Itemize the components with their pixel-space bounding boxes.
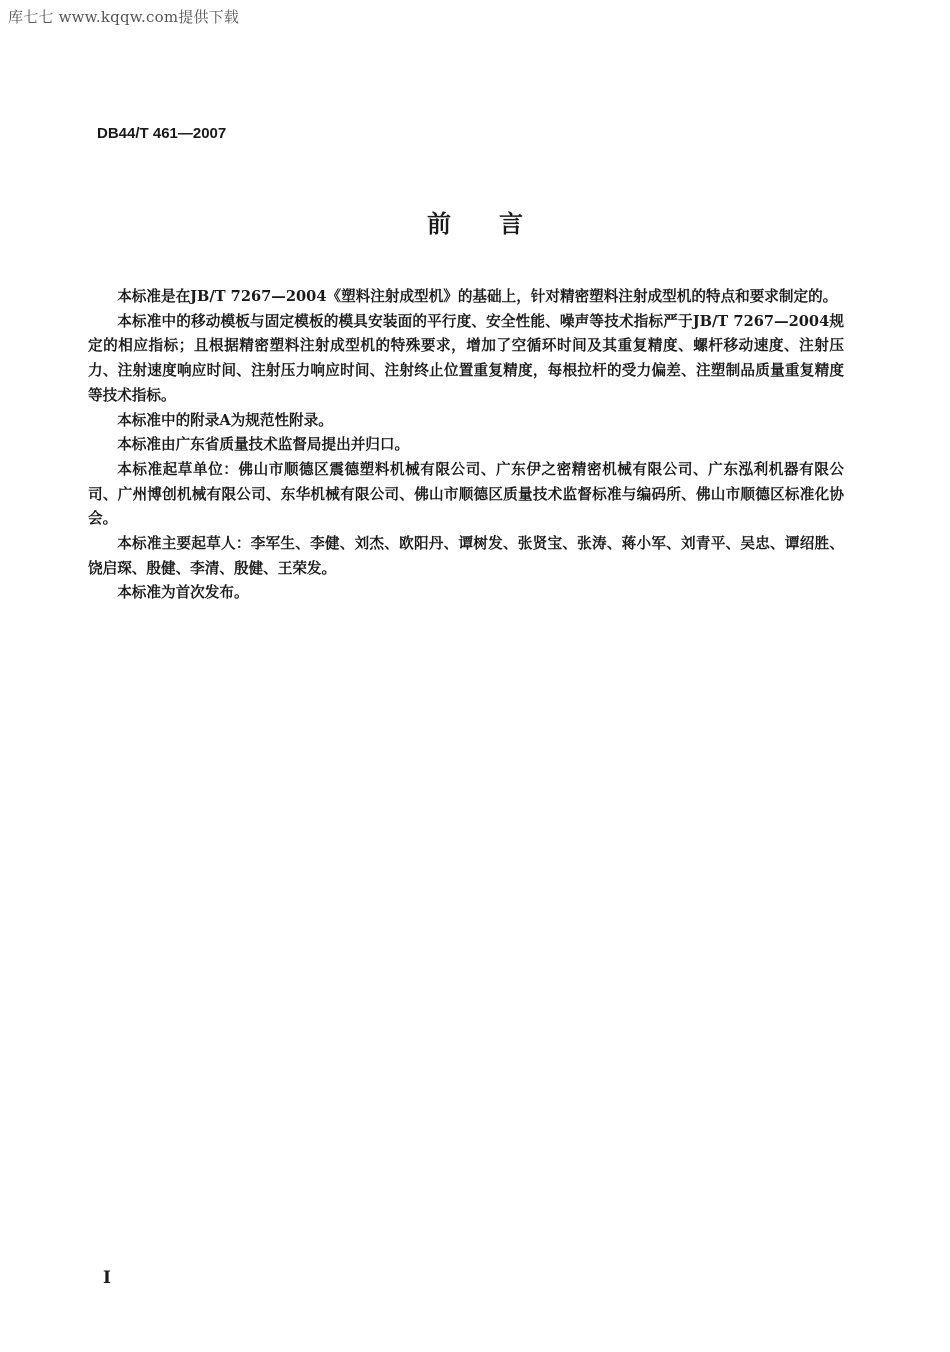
paragraph-basis: 本标准是在JB/T 7267—2004《塑料注射成型机》的基础上，针对精密塑料注射成型机的特点和要求制定的。 <box>117 288 838 305</box>
paragraph-drafting-units: 本标准起草单位：佛山市顺德区震德塑料机械有限公司、广东伊之密精密机械有限公司、广东泓利机器有限公司、广州博创机械有限公司、东华机械有限公司、佛山市顺德区质量技术监督标准与编码所、佛山市顺德区标准化协会。 <box>88 460 844 528</box>
paragraph-technical-indicators: 本标准中的移动模板与固定模板的模具安装面的平行度、安全性能、噪声等技术指标严于JB/T 7267—2004规定的相应指标；且根据精密塑料注射成型机的特殊要求，增加了空循环时间及其重复精度、螺杆移动速度、注射压力、注射速度响应时间、注射压力响应时间、注射终止位置重复精度，每根拉杆的受力偏差、注塑制品质量重复精度等技术指标。 <box>88 312 844 404</box>
page-title <box>0 204 950 239</box>
page-number: I <box>103 1268 111 1288</box>
title-char-1: 前 <box>427 210 451 238</box>
watermark-text: 库七七 www.kqqw.com提供下载 <box>8 8 240 26</box>
paragraph-first-release: 本标准为首次发布。 <box>117 584 249 602</box>
paragraph-drafters: 本标准主要起草人：李军生、李健、刘杰、欧阳丹、谭树发、张贤宝、张涛、蒋小军、刘青平、吴忠、谭绍胜、饶启琛、殷健、李清、殷健、王荣发。 <box>88 535 844 577</box>
document-code: DB44/T 461—2007 <box>97 125 227 142</box>
foreword-body <box>88 285 844 606</box>
paragraph-appendix: 本标准中的附录A为规范性附录。 <box>117 411 333 429</box>
paragraph-proposer: 本标准由广东省质量技术监督局提出并归口。 <box>117 436 410 454</box>
title-char-2: 言 <box>499 210 523 238</box>
